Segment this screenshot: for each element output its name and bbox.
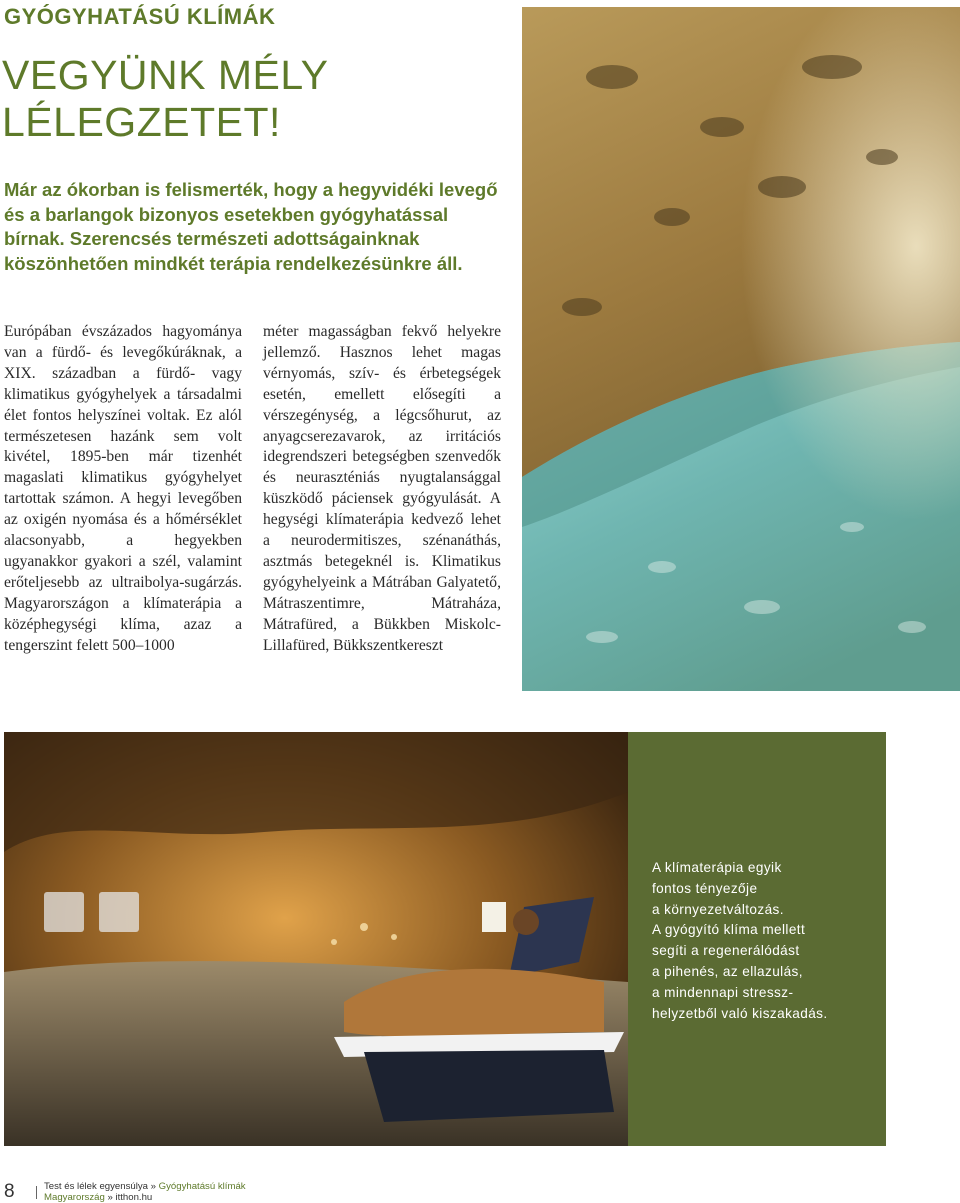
page-headline (2, 52, 422, 146)
caption-line: A gyógyító klíma mellett (652, 922, 806, 938)
headline-line-2: LÉLEGZETET! (2, 99, 281, 145)
cave-lake-photo (522, 7, 960, 691)
footer (44, 1181, 246, 1203)
caption-line: helyzetből való kiszakadás. (652, 1005, 828, 1021)
caption-line: segíti a regenerálódást (652, 943, 800, 959)
caption-line: a környezetváltozás. (652, 901, 784, 917)
footer-section-link: Gyógyhatású klímák (158, 1181, 246, 1192)
footer-line-1 (44, 1181, 246, 1192)
body-column-2: méter magasságban fekvő helyekre jellemző. Hasznos lehet magas vérnyomás, szív- és érbetegségek esetén, emellett elősegíti a vérszegénység, a légcsőhurut, az anyagcserezavarok, az irritációs idegrendszeri betegségben szenvedők és neuraszténiás nyugtalansággal küszködő páciensek gyógyulását. A hegységi klímaterápia kedvező lehet a neurodermitiszes, szénanáthás, asztmás betegeknél is. Klimatikus gyógyhelyeink a Mátrában Galyatető, Mátraszentimre, Mátraháza, Mátrafüred, a Bükkben Miskolc-Lillafüred, Bükkszentkereszt (263, 323, 501, 654)
footer-site: » itthon.hu (104, 1192, 153, 1203)
footer-country: Magyarország (44, 1192, 105, 1203)
caption-line: fontos tényezője (652, 880, 758, 896)
page-number: 8 (4, 1181, 15, 1202)
caption-line: a mindennapi stressz- (652, 984, 794, 1000)
body-column-1: Európában évszázados hagyománya van a fürdő- és levegőkúráknak, a XIX. században a fürdő- vagy klimatikus gyógyhelyek a társadalmi élet fontos helyszínei voltak. Ez alól természetesen hazánk sem volt kivétel, 1895-ben már tizenhét magaslati klimatikus gyógyhelyet tartottak számon. A hegyi levegőben az oxigén nyomása és a hőmérséklet alacsonyabb, a hegyekben ugyanakkor gyakori a szél, valamint erőteljesebb az ultraibolya-sugárzás. Magyarországon a klímaterápia a középhegységi klíma, azaz a tengerszint felett 500–1000 (4, 323, 242, 654)
lead-paragraph: Már az ókorban is felismerték, hogy a hegyvidéki levegő és a barlangok bizonyos esetekben gyógyhatással bírnak. Szerencsés természeti adottságainknak köszönhetően mindkét terápia rendelkezésünkre áll. (4, 179, 498, 274)
headline-line-1: VEGYÜNK MÉLY (2, 52, 329, 98)
caption-line: a pihenés, az ellazulás, (652, 963, 803, 979)
footer-divider (36, 1186, 37, 1199)
caption-line: A klímaterápia egyik (652, 860, 782, 875)
section-label: GYÓGYHATÁSÚ KLÍMÁK (4, 4, 276, 29)
footer-line-2 (44, 1192, 246, 1203)
cave-therapy-photo (4, 732, 628, 1146)
photo-caption (652, 858, 872, 1024)
footer-breadcrumb: Test és lélek egyensúlya » (44, 1181, 159, 1192)
